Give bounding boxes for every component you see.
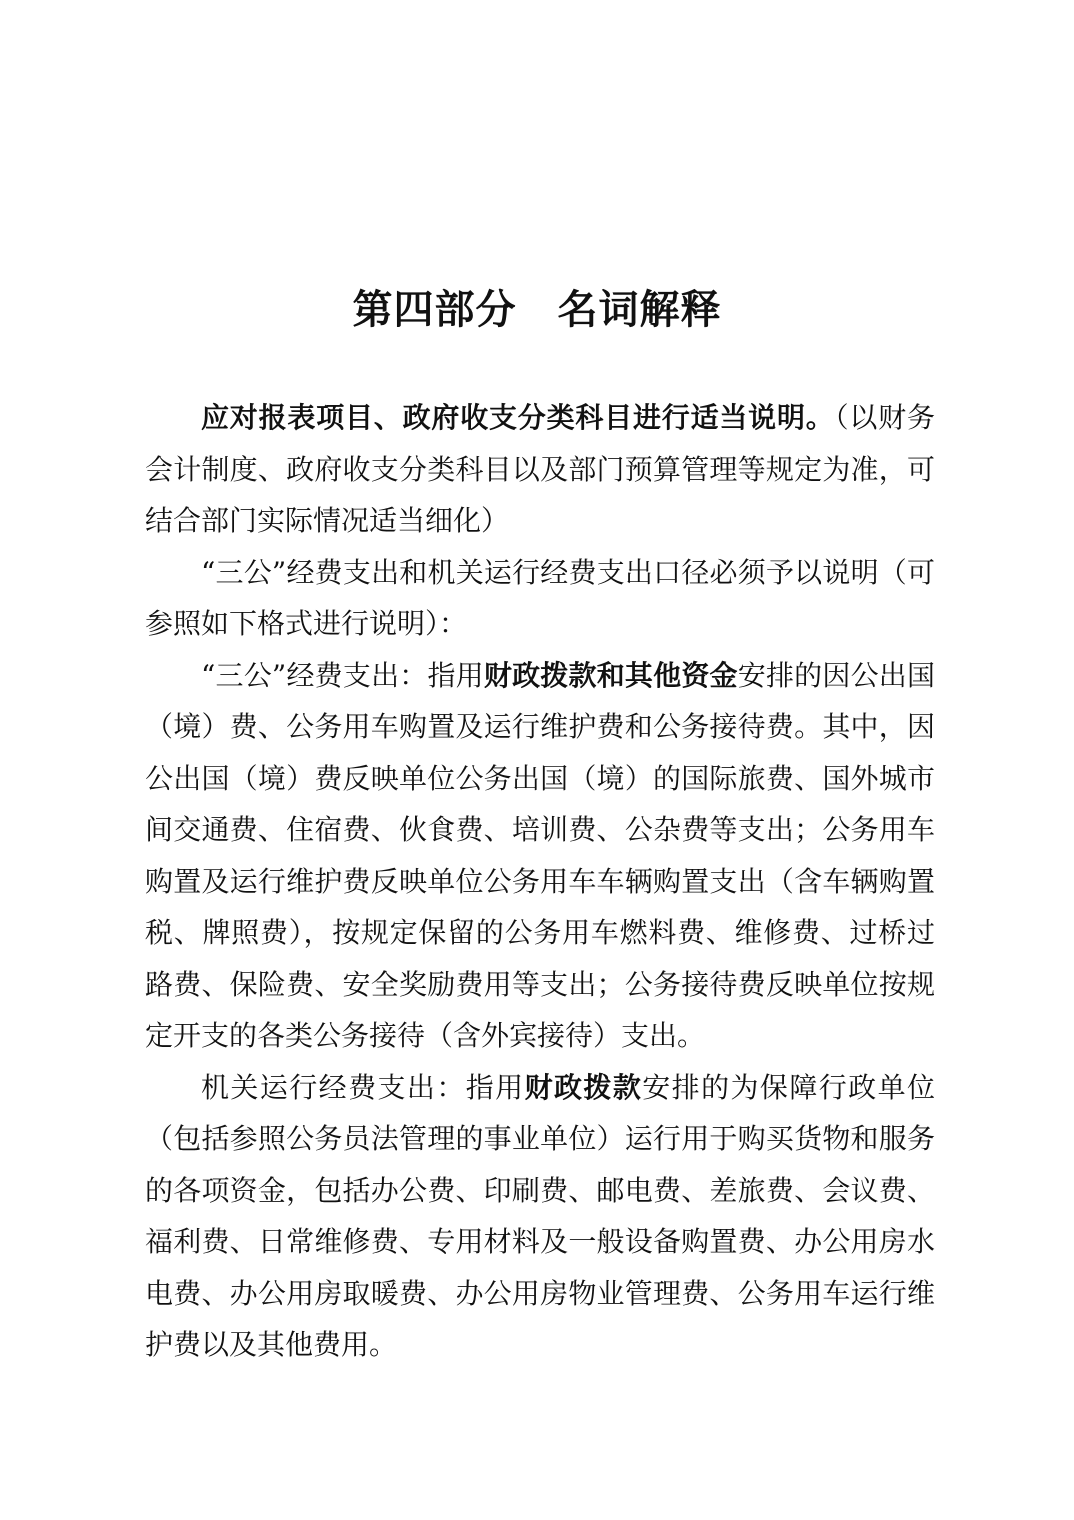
paragraph-text: 机关运行经费支出：指用 xyxy=(201,1070,525,1104)
paragraph-text: 安排的为保障行政单位（包括参照公务员法管理的事业单位）运行用于购买货物和服务的各项资金，包括办公费、印刷费、邮电费、差旅费、会议费、福利费、日常维修费、专用材料及一般设备购置费、办公用房水电费、办公用房取暖费、办公用房物业管理费、公务用车运行维护费以及其他费用。 xyxy=(145,1070,935,1361)
paragraph-text: “三公”经费支出：指用 xyxy=(201,658,484,692)
paragraph-bold-term: 财政拨款和其他资金 xyxy=(483,658,738,692)
document-body xyxy=(145,392,935,1371)
paragraph-bold-term: 财政拨款 xyxy=(524,1070,643,1104)
paragraph-bold-lead: 应对报表项目、政府收支分类科目进行适当说明。 xyxy=(201,401,835,434)
paragraph-three-public-definition xyxy=(145,650,935,1062)
paragraph-text: 安排的因公出国（境）费、公务用车购置及运行维护费和公务接待费。其中，因公出国（境）费反映单位公务出国（境）的国际旅费、国外城市间交通费、住宿费、伙食费、培训费、公杂费等支出；公务用车购置及运行维护费反映单位公务用车车辆购置支出（含车辆购置税、牌照费），按规定保留的公务用车燃料费、维修费、过桥过路费、保险费、安全奖励费用等支出；公务接待费反映单位按规定开支的各类公务接待（含外宾接待）支出。 xyxy=(145,658,935,1052)
paragraph-report-items xyxy=(145,392,935,547)
page-title: 第四部分 名词解释 xyxy=(352,286,722,333)
paragraph-operating-expense-definition xyxy=(145,1062,935,1371)
paragraph-text: （以财务会计制度、政府收支分类科目以及部门预算管理等规定为准，可结合部门实际情况适当细化） xyxy=(145,401,935,537)
paragraph-three-public-note xyxy=(145,547,935,650)
paragraph-text: “三公”经费支出和机关运行经费支出口径必须予以说明（可参照如下格式进行说明）： xyxy=(145,555,935,640)
